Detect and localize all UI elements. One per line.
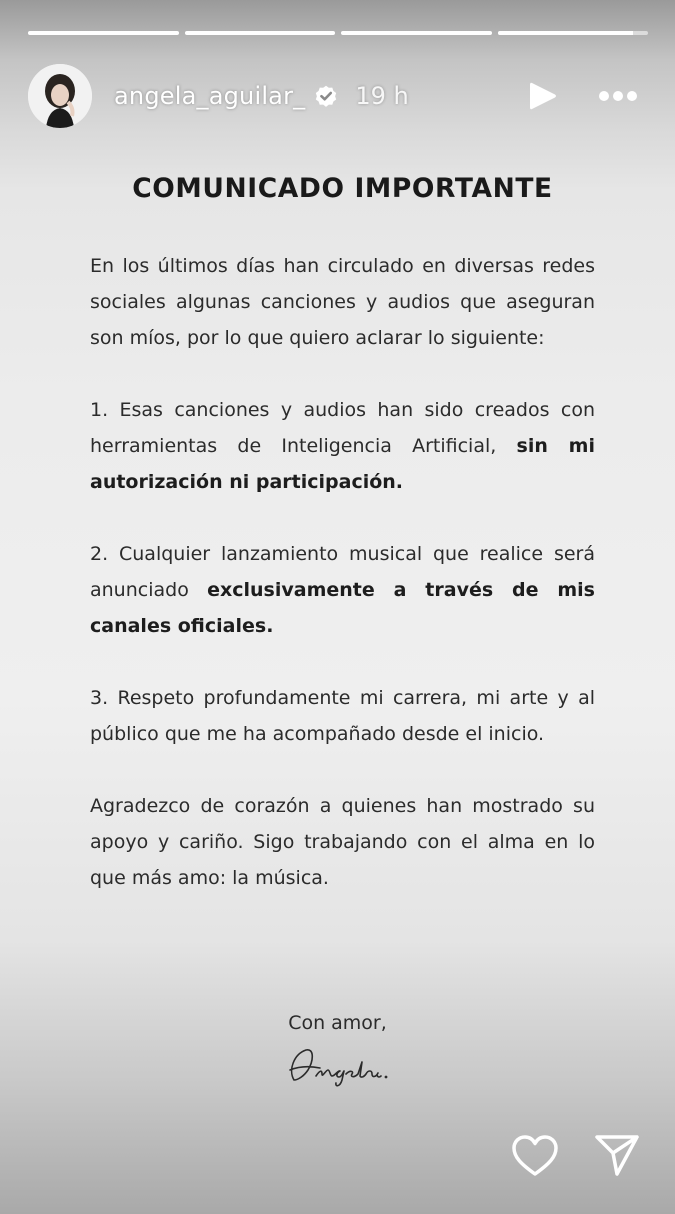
progress-segment-fill bbox=[498, 31, 633, 35]
point-3-paragraph: 3. Respeto profundamente mi carrera, mi arte y al público que me ha acompañado desde el inicio. bbox=[90, 687, 595, 745]
send-icon[interactable] bbox=[593, 1132, 641, 1178]
intro-paragraph: En los últimos días han circulado en diversas redes sociales algunas canciones y audios que aseguran son míos, por lo que quiero aclarar lo siguiente: bbox=[90, 255, 595, 349]
signature bbox=[280, 1040, 410, 1090]
progress-segment-fill bbox=[185, 31, 336, 35]
avatar-image bbox=[28, 64, 92, 128]
heart-icon[interactable] bbox=[511, 1134, 559, 1178]
point-2-text: 2. Cualquier lanzamiento musical que realice será anunciado bbox=[90, 543, 595, 601]
point-1-emphasis: sin mi autorización ni participación. bbox=[90, 435, 595, 493]
story-timestamp: 19 h bbox=[355, 82, 409, 110]
closing-line: Con amor, bbox=[288, 1012, 387, 1034]
document-title: COMUNICADO IMPORTANTE bbox=[132, 173, 553, 204]
progress-segment bbox=[185, 31, 336, 35]
progress-segment bbox=[28, 31, 179, 35]
story-progress-bar bbox=[28, 31, 648, 35]
avatar[interactable] bbox=[28, 64, 92, 128]
progress-segment bbox=[498, 31, 649, 35]
verified-badge-icon bbox=[313, 83, 339, 109]
point-2-emphasis: exclusivamente a través de mis canales oficiales. bbox=[90, 579, 595, 637]
point-2-paragraph bbox=[90, 536, 595, 644]
point-1-paragraph bbox=[90, 392, 595, 500]
progress-segment bbox=[341, 31, 492, 35]
story-header bbox=[28, 64, 648, 128]
thanks-paragraph: Agradezco de corazón a quienes han mostrado su apoyo y cariño. Sigo trabajando con el alma en lo que más amo: la música. bbox=[90, 795, 595, 889]
point-1-text: 1. Esas canciones y audios han sido creados con herramientas de Inteligencia Artificial, bbox=[90, 399, 595, 457]
progress-segment-fill bbox=[341, 31, 492, 35]
progress-segment-fill bbox=[28, 31, 179, 35]
statement-document bbox=[90, 170, 595, 896]
more-horizontal-icon[interactable] bbox=[598, 90, 638, 102]
username[interactable]: angela_aguilar_ bbox=[114, 82, 306, 110]
play-icon[interactable] bbox=[528, 80, 558, 112]
